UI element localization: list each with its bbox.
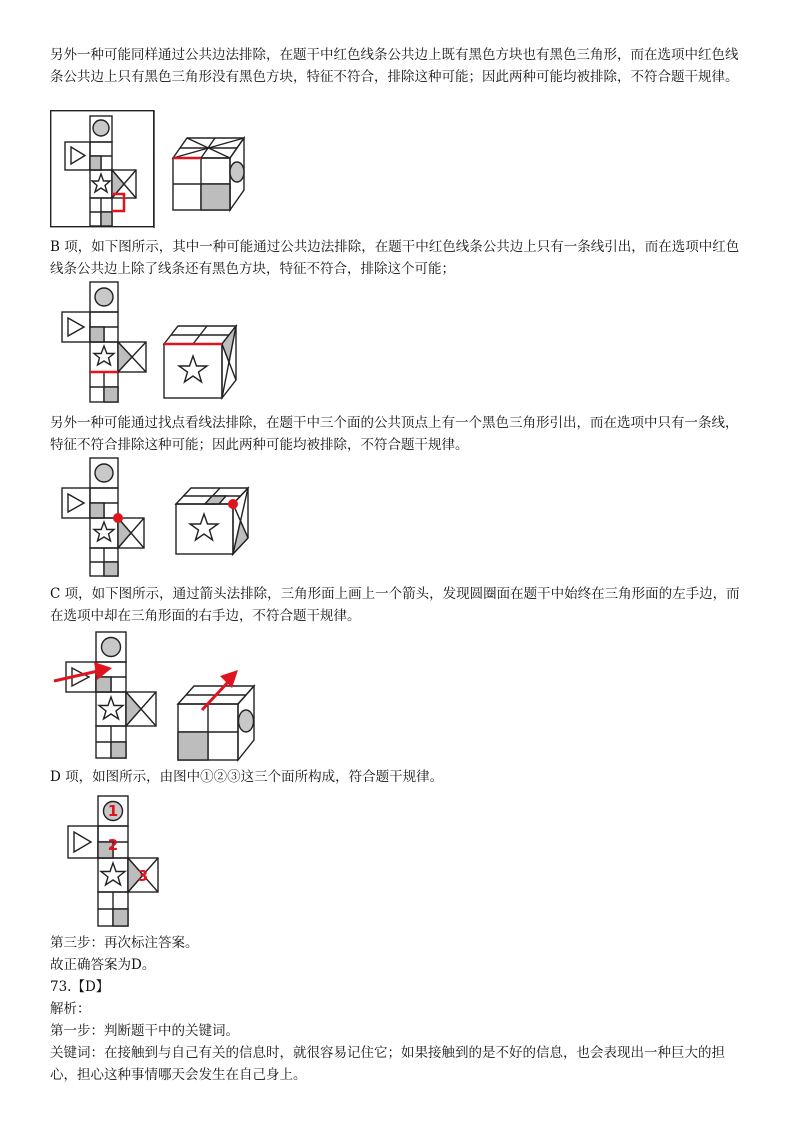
paragraph-1: 另外一种可能同样通过公共边法排除，在题干中红色线条公共边上既有黑色方块也有黑色三角形，而在选项中红色线条公共边上只有黑色三角形没有黑色方块，特征不符合，排除这种可能；因此两种可能均被排除，不符合题干规律。	[50, 47, 739, 85]
figure-1-net-and-cube	[50, 110, 250, 228]
figure-5-net-numbered	[50, 794, 210, 930]
paragraph-5: D 项，如图所示，由图中①②③这三个面所构成，符合题干规律。	[50, 769, 444, 785]
face-label-1: 1	[107, 802, 119, 820]
paragraph-2: B 项，如下图所示，其中一种可能通过公共边法排除，在题干中红色线条公共边上只有一条线引出，而在选项中红色线条公共边上除了线条还有黑色方块，特征不符合，排除这个可能；	[50, 239, 740, 277]
answer-text: 故正确答案为D。	[50, 957, 156, 973]
question-number: 73.【D】	[50, 979, 110, 995]
figure-4-net-and-cube	[50, 628, 260, 762]
figure-3-net-and-cube	[50, 456, 250, 578]
paragraph-4: C 项，如下图所示，通过箭头法排除，三角形面上画上一个箭头，发现圆圈面在题干中始终在三角形面的左手边，而在选项中却在三角形面的右手边，不符合题干规律。	[50, 586, 740, 624]
keywords-paragraph: 关键词：在接触到与自己有关的信息时，就很容易记住它；如果接触到的是不好的信息，也会表现出一种巨大的担心，担心这种事情哪天会发生在自己身上。	[50, 1045, 725, 1083]
figure-2-net-and-cube	[50, 278, 250, 404]
step3-text: 第三步：再次标注答案。	[50, 935, 199, 951]
face-label-2: 2	[107, 836, 119, 854]
paragraph-3: 另外一种可能通过找点看线法排除，在题干中三个面的公共顶点上有一个黑色三角形引出，而在选项中只有一条线，特征不符合排除这种可能；因此两种可能均被排除，不符合题干规律。	[50, 415, 739, 453]
face-label-3: 3	[137, 867, 149, 885]
step1-text: 第一步：判断题干中的关键词。	[50, 1023, 239, 1039]
analysis-label: 解析：	[50, 1001, 91, 1017]
